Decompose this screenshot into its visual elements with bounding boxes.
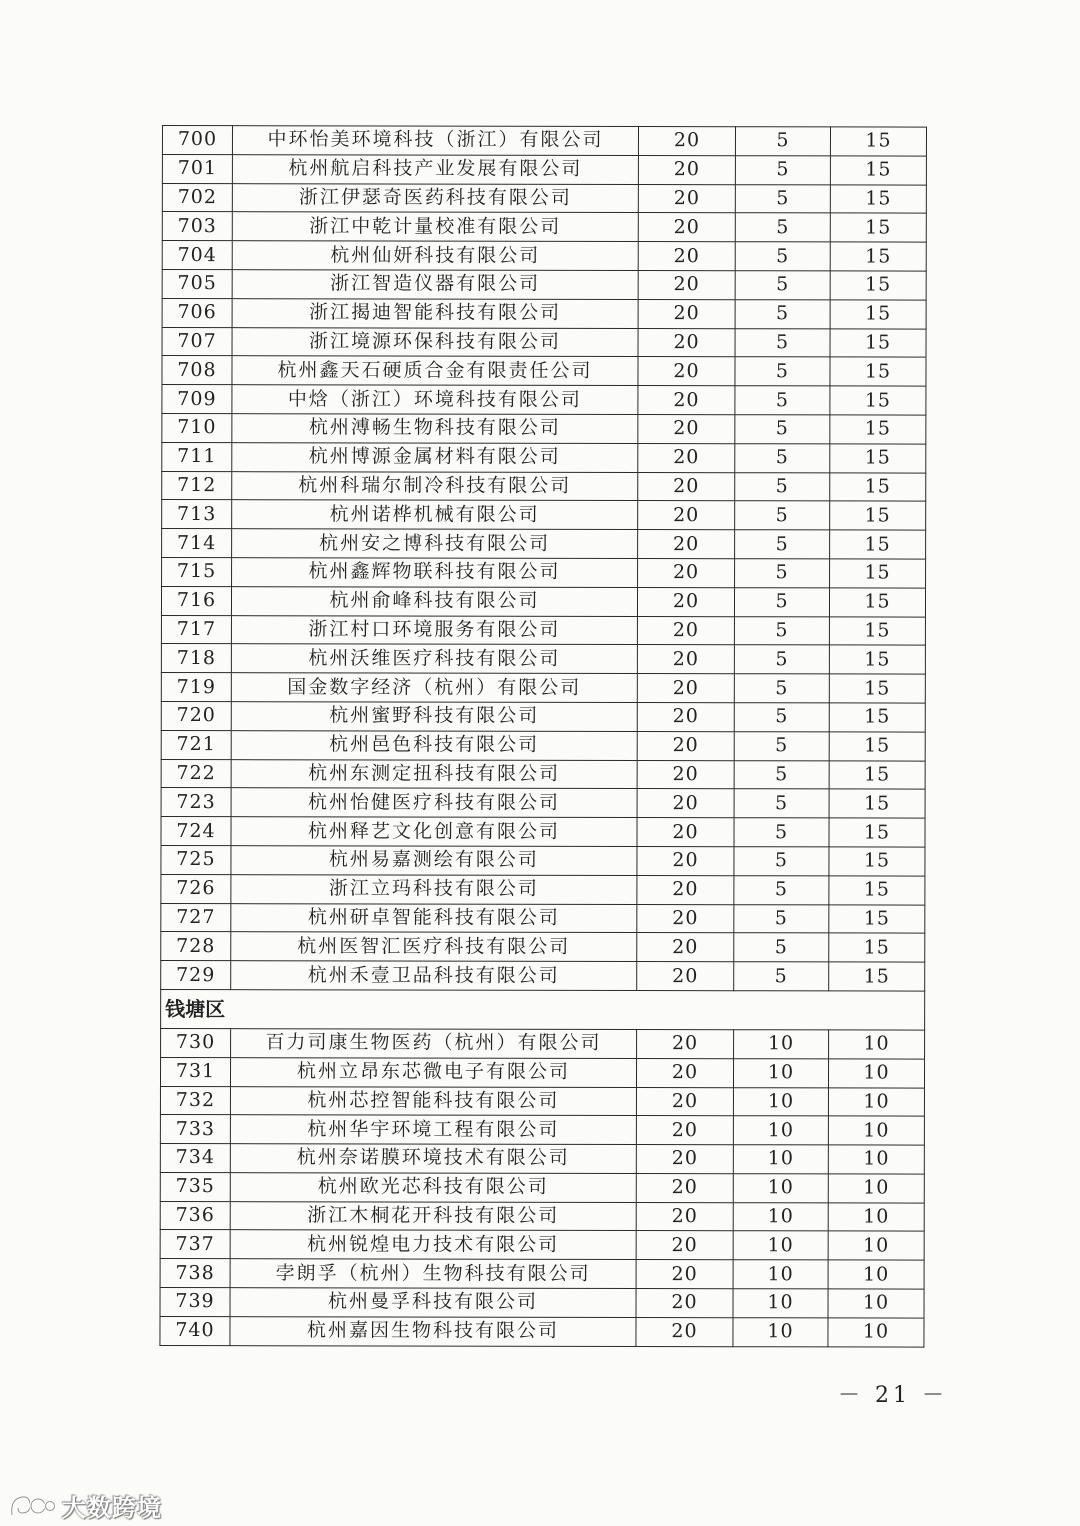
- column-c-cell: 10: [828, 1145, 924, 1174]
- column-c-cell: 10: [829, 1030, 925, 1059]
- company-name-cell: 杭州锐煌电力技术有限公司: [230, 1230, 636, 1260]
- company-name-cell: 中环怡美环境科技（浙江）有限公司: [232, 126, 638, 156]
- column-c-cell: 15: [829, 588, 925, 617]
- serial-number-cell: 732: [160, 1086, 230, 1115]
- company-name-cell: 杭州释艺文化创意有限公司: [231, 817, 637, 847]
- total-cell: 20: [637, 587, 734, 616]
- total-cell: 20: [637, 962, 734, 991]
- table-row: [161, 932, 925, 962]
- column-c-cell: 15: [830, 444, 926, 473]
- company-name-cell: 杭州芯控智能科技有限公司: [230, 1086, 636, 1116]
- column-b-cell: 5: [734, 933, 829, 962]
- column-b-cell: 5: [734, 674, 829, 703]
- company-name-cell: 杭州鑫辉物联科技有限公司: [232, 558, 638, 588]
- section-header-row: [161, 989, 925, 1030]
- column-c-cell: 10: [828, 1318, 924, 1347]
- company-list-body: [160, 126, 927, 1347]
- column-b-cell: 5: [735, 127, 830, 156]
- total-cell: 20: [636, 1289, 733, 1318]
- table-row: [160, 1144, 924, 1174]
- column-c-cell: 15: [829, 703, 925, 732]
- column-c-cell: 15: [830, 386, 926, 415]
- serial-number-cell: 723: [161, 788, 231, 817]
- serial-number-cell: 734: [160, 1144, 230, 1173]
- company-name-cell: 浙江揭迪智能科技有限公司: [232, 298, 638, 328]
- serial-number-cell: 700: [162, 126, 232, 155]
- total-cell: 20: [636, 1087, 733, 1116]
- column-c-cell: 15: [829, 933, 925, 962]
- table-row: [161, 903, 925, 933]
- column-b-cell: 5: [735, 559, 830, 588]
- column-c-cell: 15: [829, 818, 925, 847]
- company-name-cell: 杭州欧光芯科技有限公司: [230, 1173, 636, 1203]
- column-c-cell: 10: [828, 1289, 924, 1318]
- column-b-cell: 5: [735, 213, 830, 242]
- company-name-cell: 杭州嘉因生物科技有限公司: [230, 1317, 636, 1347]
- table-row: [160, 1057, 924, 1087]
- serial-number-cell: 703: [162, 212, 232, 241]
- company-name-cell: 杭州科瑞尔制冷科技有限公司: [232, 471, 638, 501]
- serial-number-cell: 708: [162, 356, 232, 385]
- column-b-cell: 5: [734, 847, 829, 876]
- total-cell: 20: [637, 702, 734, 731]
- serial-number-cell: 707: [162, 327, 232, 356]
- column-c-cell: 15: [829, 789, 925, 818]
- company-name-cell: 浙江智造仪器有限公司: [232, 270, 638, 300]
- serial-number-cell: 735: [160, 1172, 230, 1201]
- column-c-cell: 10: [828, 1116, 924, 1145]
- total-cell: 20: [636, 1202, 733, 1231]
- column-c-cell: 10: [828, 1203, 924, 1232]
- company-name-cell: 浙江立玛科技有限公司: [231, 874, 637, 904]
- serial-number-cell: 710: [162, 413, 232, 442]
- company-name-cell: 杭州怡健医疗科技有限公司: [231, 788, 637, 818]
- total-cell: 20: [638, 328, 735, 357]
- column-c-cell: 15: [829, 674, 925, 703]
- total-cell: 20: [636, 1317, 733, 1346]
- serial-number-cell: 730: [161, 1028, 231, 1057]
- table-row: [162, 126, 926, 156]
- column-c-cell: 15: [830, 472, 926, 501]
- serial-number-cell: 716: [161, 586, 231, 615]
- serial-number-cell: 709: [162, 385, 232, 414]
- column-b-cell: 10: [733, 1174, 828, 1203]
- company-name-cell: 浙江伊瑟奇医药科技有限公司: [232, 183, 638, 213]
- serial-number-cell: 713: [162, 500, 232, 529]
- serial-number-cell: 720: [161, 701, 231, 730]
- company-name-cell: 杭州航启科技产业发展有限公司: [232, 154, 638, 184]
- serial-number-cell: 731: [160, 1057, 230, 1086]
- column-b-cell: 10: [734, 1030, 829, 1059]
- column-b-cell: 10: [733, 1202, 828, 1231]
- column-b-cell: 5: [735, 155, 830, 184]
- column-b-cell: 5: [735, 184, 830, 213]
- company-name-cell: 孛朗孚（杭州）生物科技有限公司: [230, 1259, 636, 1289]
- company-name-cell: 杭州华宇环境工程有限公司: [230, 1115, 636, 1145]
- serial-number-cell: 738: [160, 1259, 230, 1288]
- column-c-cell: 15: [829, 732, 925, 761]
- table-row: [162, 529, 926, 559]
- total-cell: 20: [637, 846, 734, 875]
- total-cell: 20: [638, 299, 735, 328]
- company-name-cell: 杭州安之博科技有限公司: [232, 529, 638, 559]
- company-name-cell: 杭州邑色科技有限公司: [231, 730, 637, 760]
- total-cell: 20: [638, 501, 735, 530]
- table-row: [162, 183, 926, 213]
- table-row: [160, 1172, 924, 1202]
- column-c-cell: 15: [830, 501, 926, 530]
- column-c-cell: 15: [829, 760, 925, 789]
- column-b-cell: 5: [734, 587, 829, 616]
- total-cell: 20: [637, 731, 734, 760]
- total-cell: 20: [638, 558, 735, 587]
- table-row: [162, 212, 926, 242]
- column-c-cell: 15: [830, 271, 926, 300]
- total-cell: 20: [637, 904, 734, 933]
- column-b-cell: 5: [734, 962, 829, 991]
- serial-number-cell: 722: [161, 759, 231, 788]
- table-row: [161, 874, 925, 904]
- table-row: [161, 701, 925, 731]
- column-b-cell: 10: [733, 1145, 828, 1174]
- company-name-cell: 杭州曼孚科技有限公司: [230, 1288, 636, 1318]
- company-name-cell: 杭州禾壹卫品科技有限公司: [231, 961, 637, 991]
- column-b-cell: 5: [734, 760, 829, 789]
- column-b-cell: 10: [733, 1318, 828, 1347]
- column-c-cell: 15: [830, 415, 926, 444]
- table-row: [162, 154, 926, 184]
- serial-number-cell: 740: [160, 1316, 230, 1345]
- column-b-cell: 5: [734, 645, 829, 674]
- table-row: [161, 845, 925, 875]
- serial-number-cell: 739: [160, 1288, 230, 1317]
- total-cell: 20: [638, 357, 735, 386]
- total-cell: 20: [636, 1173, 733, 1202]
- total-cell: 20: [638, 472, 735, 501]
- company-name-cell: 杭州鑫天石硬质合金有限责任公司: [232, 356, 638, 386]
- company-name-cell: 杭州溥畅生物科技有限公司: [232, 414, 638, 444]
- serial-number-cell: 712: [162, 471, 232, 500]
- serial-number-cell: 729: [161, 961, 231, 990]
- total-cell: 20: [637, 875, 734, 904]
- column-c-cell: 15: [830, 530, 926, 559]
- column-b-cell: 10: [733, 1116, 828, 1145]
- table-row: [162, 241, 926, 271]
- serial-number-cell: 719: [161, 673, 231, 702]
- column-c-cell: 10: [828, 1087, 924, 1116]
- company-name-cell: 杭州立昂东芯微电子有限公司: [230, 1057, 636, 1087]
- total-cell: 20: [636, 1231, 733, 1260]
- total-cell: 20: [637, 674, 734, 703]
- watermark: [8, 1488, 162, 1523]
- table-row: [162, 327, 926, 357]
- column-c-cell: 15: [829, 876, 925, 905]
- serial-number-cell: 705: [162, 269, 232, 298]
- serial-number-cell: 721: [161, 730, 231, 759]
- column-b-cell: 5: [735, 415, 830, 444]
- column-c-cell: 10: [828, 1059, 924, 1088]
- table-row: [162, 413, 926, 443]
- column-c-cell: 15: [830, 242, 926, 271]
- column-b-cell: 5: [735, 386, 830, 415]
- table-row: [161, 961, 925, 991]
- serial-number-cell: 728: [161, 932, 231, 961]
- serial-number-cell: 711: [162, 442, 232, 471]
- serial-number-cell: 727: [161, 903, 231, 932]
- column-b-cell: 5: [735, 328, 830, 357]
- company-name-cell: 杭州博源金属材料有限公司: [232, 442, 638, 472]
- table-row: [162, 500, 926, 530]
- column-b-cell: 5: [735, 299, 830, 328]
- serial-number-cell: 704: [162, 241, 232, 270]
- column-c-cell: 15: [830, 213, 926, 242]
- company-name-cell: 浙江木桐花开科技有限公司: [230, 1201, 636, 1231]
- company-name-cell: 百力司康生物医药（杭州）有限公司: [231, 1029, 637, 1059]
- company-name-cell: 杭州东测定扭科技有限公司: [231, 759, 637, 789]
- table-row: [162, 269, 926, 299]
- column-b-cell: 10: [733, 1058, 828, 1087]
- table-row: [160, 1086, 924, 1116]
- column-c-cell: 10: [828, 1174, 924, 1203]
- table-row: [161, 1028, 925, 1058]
- serial-number-cell: 736: [160, 1201, 230, 1230]
- company-name-cell: 中焓（浙江）环境科技有限公司: [232, 385, 638, 415]
- table-row: [162, 298, 926, 328]
- serial-number-cell: 717: [161, 615, 231, 644]
- column-c-cell: 15: [830, 300, 926, 329]
- table-row: [161, 730, 925, 760]
- column-b-cell: 5: [734, 703, 829, 732]
- watermark-text: 大数跨境: [62, 1494, 162, 1522]
- table-row: [162, 471, 926, 501]
- column-b-cell: 10: [733, 1087, 828, 1116]
- serial-number-cell: 714: [162, 529, 232, 558]
- table-row: [160, 1259, 924, 1289]
- table-row: [162, 557, 926, 587]
- column-c-cell: 15: [830, 328, 926, 357]
- table-row: [162, 442, 926, 472]
- table-row: [162, 356, 926, 386]
- total-cell: 20: [637, 645, 734, 674]
- total-cell: 20: [638, 530, 735, 559]
- table-row: [160, 1115, 924, 1145]
- company-name-cell: 国金数字经济（杭州）有限公司: [231, 673, 637, 703]
- serial-number-cell: 726: [161, 874, 231, 903]
- total-cell: 20: [637, 1029, 734, 1058]
- column-c-cell: 15: [829, 616, 925, 645]
- table-row: [161, 586, 925, 616]
- table-row: [160, 1288, 924, 1318]
- serial-number-cell: 718: [161, 644, 231, 673]
- company-name-cell: 杭州奈诺膜环境技术有限公司: [230, 1144, 636, 1174]
- column-c-cell: 15: [830, 357, 926, 386]
- total-cell: 20: [638, 443, 735, 472]
- column-b-cell: 10: [733, 1231, 828, 1260]
- column-b-cell: 5: [734, 904, 829, 933]
- page-number: － 21 －: [838, 1383, 948, 1408]
- column-c-cell: 15: [830, 156, 926, 185]
- column-b-cell: 5: [735, 472, 830, 501]
- total-cell: 20: [636, 1145, 733, 1174]
- column-b-cell: 5: [734, 818, 829, 847]
- column-b-cell: 5: [734, 875, 829, 904]
- total-cell: 20: [638, 155, 735, 184]
- column-b-cell: 5: [734, 616, 829, 645]
- company-list-table: [159, 125, 927, 1347]
- column-c-cell: 15: [830, 127, 926, 156]
- column-b-cell: 5: [734, 789, 829, 818]
- total-cell: 20: [636, 1260, 733, 1289]
- serial-number-cell: 737: [160, 1230, 230, 1259]
- total-cell: 20: [638, 242, 735, 271]
- column-c-cell: 10: [828, 1260, 924, 1289]
- serial-number-cell: 702: [162, 183, 232, 212]
- total-cell: 20: [638, 126, 735, 155]
- company-name-cell: 杭州医智汇医疗科技有限公司: [231, 932, 637, 962]
- total-cell: 20: [638, 270, 735, 299]
- section-title: 钱塘区: [161, 989, 925, 1030]
- total-cell: 20: [636, 1116, 733, 1145]
- serial-number-cell: 715: [162, 557, 232, 586]
- column-b-cell: 5: [735, 271, 830, 300]
- company-name-cell: 浙江中乾计量校准有限公司: [232, 212, 638, 242]
- column-c-cell: 15: [829, 847, 925, 876]
- table-row: [160, 1316, 924, 1346]
- column-b-cell: 10: [733, 1260, 828, 1289]
- company-name-cell: 杭州蜜野科技有限公司: [231, 702, 637, 732]
- column-b-cell: 10: [733, 1289, 828, 1318]
- company-name-cell: 浙江境源环保科技有限公司: [232, 327, 638, 357]
- company-name-cell: 杭州沃维医疗科技有限公司: [231, 644, 637, 674]
- total-cell: 20: [638, 213, 735, 242]
- company-name-cell: 杭州研卓智能科技有限公司: [231, 903, 637, 933]
- serial-number-cell: 733: [160, 1115, 230, 1144]
- table-row: [161, 615, 925, 645]
- table-row: [162, 385, 926, 415]
- company-name-cell: 杭州易嘉测绘有限公司: [231, 846, 637, 876]
- total-cell: 20: [637, 616, 734, 645]
- table-row: [161, 673, 925, 703]
- total-cell: 20: [637, 818, 734, 847]
- company-name-cell: 杭州诺桦机械有限公司: [232, 500, 638, 530]
- total-cell: 20: [638, 414, 735, 443]
- total-cell: 20: [637, 760, 734, 789]
- table-row: [161, 788, 925, 818]
- dashuju-logo-icon: [8, 1491, 56, 1521]
- serial-number-cell: 725: [161, 845, 231, 874]
- serial-number-cell: 724: [161, 817, 231, 846]
- company-name-cell: 杭州俞峰科技有限公司: [231, 586, 637, 616]
- serial-number-cell: 706: [162, 298, 232, 327]
- company-name-cell: 浙江村口环境服务有限公司: [231, 615, 637, 645]
- total-cell: 20: [638, 386, 735, 415]
- table-row: [160, 1230, 924, 1260]
- table-row: [161, 644, 925, 674]
- total-cell: 20: [638, 184, 735, 213]
- column-c-cell: 15: [829, 645, 925, 674]
- column-b-cell: 5: [735, 443, 830, 472]
- column-b-cell: 5: [734, 731, 829, 760]
- total-cell: 20: [637, 933, 734, 962]
- column-c-cell: 15: [829, 904, 925, 933]
- table-row: [161, 817, 925, 847]
- column-b-cell: 5: [735, 357, 830, 386]
- column-c-cell: 15: [830, 559, 926, 588]
- total-cell: 20: [637, 789, 734, 818]
- total-cell: 20: [636, 1058, 733, 1087]
- column-b-cell: 5: [735, 501, 830, 530]
- table-row: [160, 1201, 924, 1231]
- column-c-cell: 15: [829, 962, 925, 991]
- serial-number-cell: 701: [162, 154, 232, 183]
- column-b-cell: 5: [735, 530, 830, 559]
- column-c-cell: 10: [828, 1231, 924, 1260]
- column-c-cell: 15: [830, 184, 926, 213]
- table-row: [161, 759, 925, 789]
- column-b-cell: 5: [735, 242, 830, 271]
- company-name-cell: 杭州仙妍科技有限公司: [232, 241, 638, 271]
